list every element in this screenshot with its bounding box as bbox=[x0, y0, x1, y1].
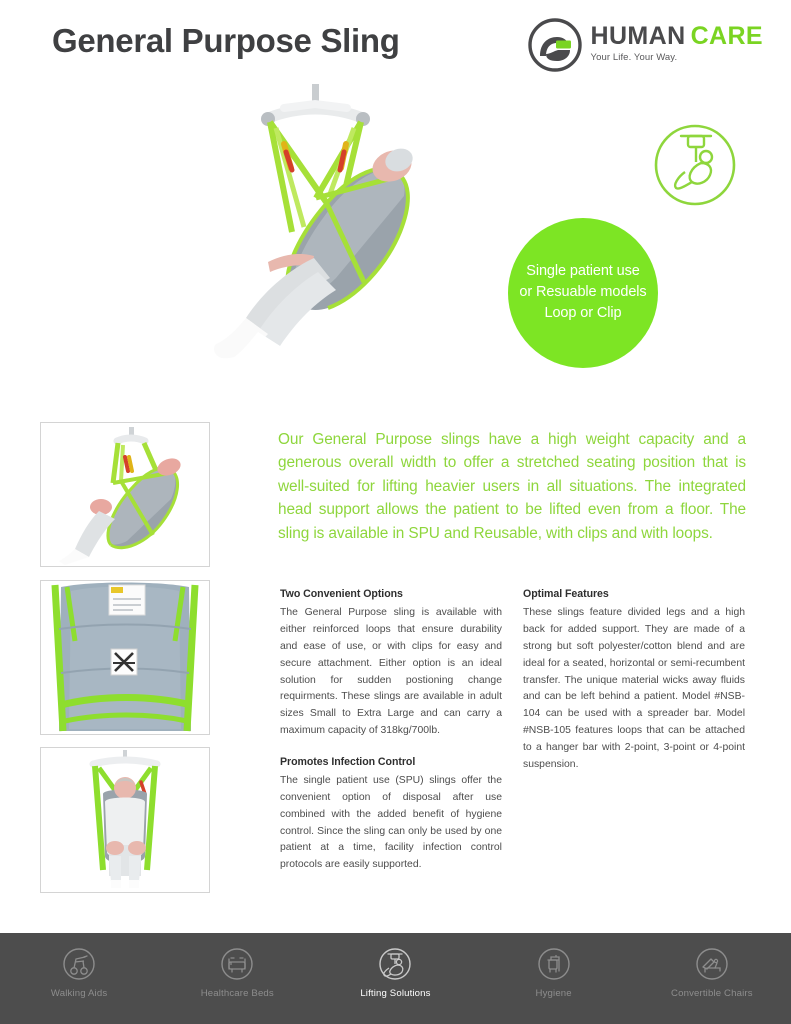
brand-logo bbox=[528, 18, 763, 72]
section-heading: Promotes Infection Control bbox=[280, 755, 416, 768]
section-two-convenient-options bbox=[280, 586, 502, 740]
gallery-thumbnail-3 bbox=[40, 747, 210, 893]
promo-badge-line-2: or Resuable models bbox=[519, 284, 647, 301]
section-body: The General Purpose sling is available with either reinforced loops that ensure durability and ease of use, or with clips for easy and secure attachment. Either option is an ideal solution for sudden postioning change requirments. These slings are available in adult sizes Small to Extra Large and can carry a maximum capacity of 318kg/700lb. bbox=[280, 607, 502, 737]
brand-wordmark-block bbox=[591, 18, 763, 63]
section-body: The single patient use (SPU) slings offer the convenient option of disposal after use combined with the added benefit of hygiene control. Since the sling can only be used by one patient at a time, facility infection control protocols are easily supported. bbox=[280, 775, 502, 871]
brand-word-human: HUMAN bbox=[590, 22, 686, 50]
hero-product-photo bbox=[196, 82, 436, 378]
gallery-thumbnail-1 bbox=[40, 422, 210, 567]
page-title: General Purpose Sling bbox=[52, 22, 400, 59]
footer-item-label: Lifting Solutions bbox=[360, 988, 431, 999]
footer-item-label: Healthcare Beds bbox=[200, 988, 274, 999]
promo-badge-line-1: Single patient use bbox=[526, 263, 640, 280]
brand-word-care: CARE bbox=[690, 22, 763, 50]
section-heading: Two Convenient Options bbox=[280, 588, 403, 600]
promo-badge bbox=[508, 218, 658, 368]
lead-paragraph: Our General Purpose slings have a high weight capacity and a generous overall width to offer a stretched seating position that is well-suited for lifting heavier users in all situations. The integrated head support allows the patient to be lifted even from a floor. The sling is available in SPU and Reusable, with clips and with loops. bbox=[278, 431, 746, 542]
footer-item-label: Walking Aids bbox=[50, 988, 108, 999]
sling-lift-person-icon bbox=[652, 122, 738, 208]
rollator-walker-icon bbox=[62, 947, 96, 981]
sling-fabric-closeup-image bbox=[41, 581, 209, 734]
sling-side-view-image bbox=[41, 423, 209, 566]
human-care-swoosh-logo-icon bbox=[528, 18, 582, 72]
section-optimal-features bbox=[523, 586, 745, 774]
recliner-chair-icon bbox=[695, 947, 729, 981]
footer-item-walking-aids[interactable] bbox=[14, 947, 144, 999]
footer-item-healthcare-beds[interactable] bbox=[172, 947, 302, 999]
footer-item-hygiene[interactable] bbox=[489, 947, 619, 999]
text-column-left bbox=[280, 586, 502, 874]
promo-badge-line-3: Loop or Clip bbox=[544, 304, 622, 321]
section-heading: Optimal Features bbox=[523, 588, 609, 600]
brand-wordmark bbox=[591, 24, 763, 49]
section-promotes-infection-control bbox=[280, 754, 502, 874]
footer-category-nav bbox=[0, 933, 791, 1024]
text-column-right bbox=[523, 586, 745, 774]
brand-tagline: Your Life. Your Way. bbox=[590, 52, 678, 63]
shower-chair-icon bbox=[537, 947, 571, 981]
patient-lift-icon bbox=[378, 947, 412, 981]
footer-item-convertible-chairs[interactable] bbox=[647, 947, 777, 999]
section-body: These slings feature divided legs and a high back for added support. They are made of a strong but soft polyester/cotton blend and are ideal for a seated, horizontal or semi-recumbent transfer. The unique material wicks away fluids and can be left behind a patient. Model #NSB-104 can be used with a spreader bar. Model #NSB-105 features loops that can be attached to a hanger bar with 2-point, 3-point or 4-point suspension. bbox=[523, 607, 745, 770]
sling-front-view-image bbox=[41, 748, 209, 892]
gallery-thumbnail-2 bbox=[40, 580, 210, 735]
footer-item-label: Hygiene bbox=[535, 988, 572, 999]
hospital-bed-icon bbox=[220, 947, 254, 981]
footer-item-label: Convertible Chairs bbox=[671, 988, 753, 999]
footer-item-lifting-solutions[interactable] bbox=[330, 947, 460, 999]
